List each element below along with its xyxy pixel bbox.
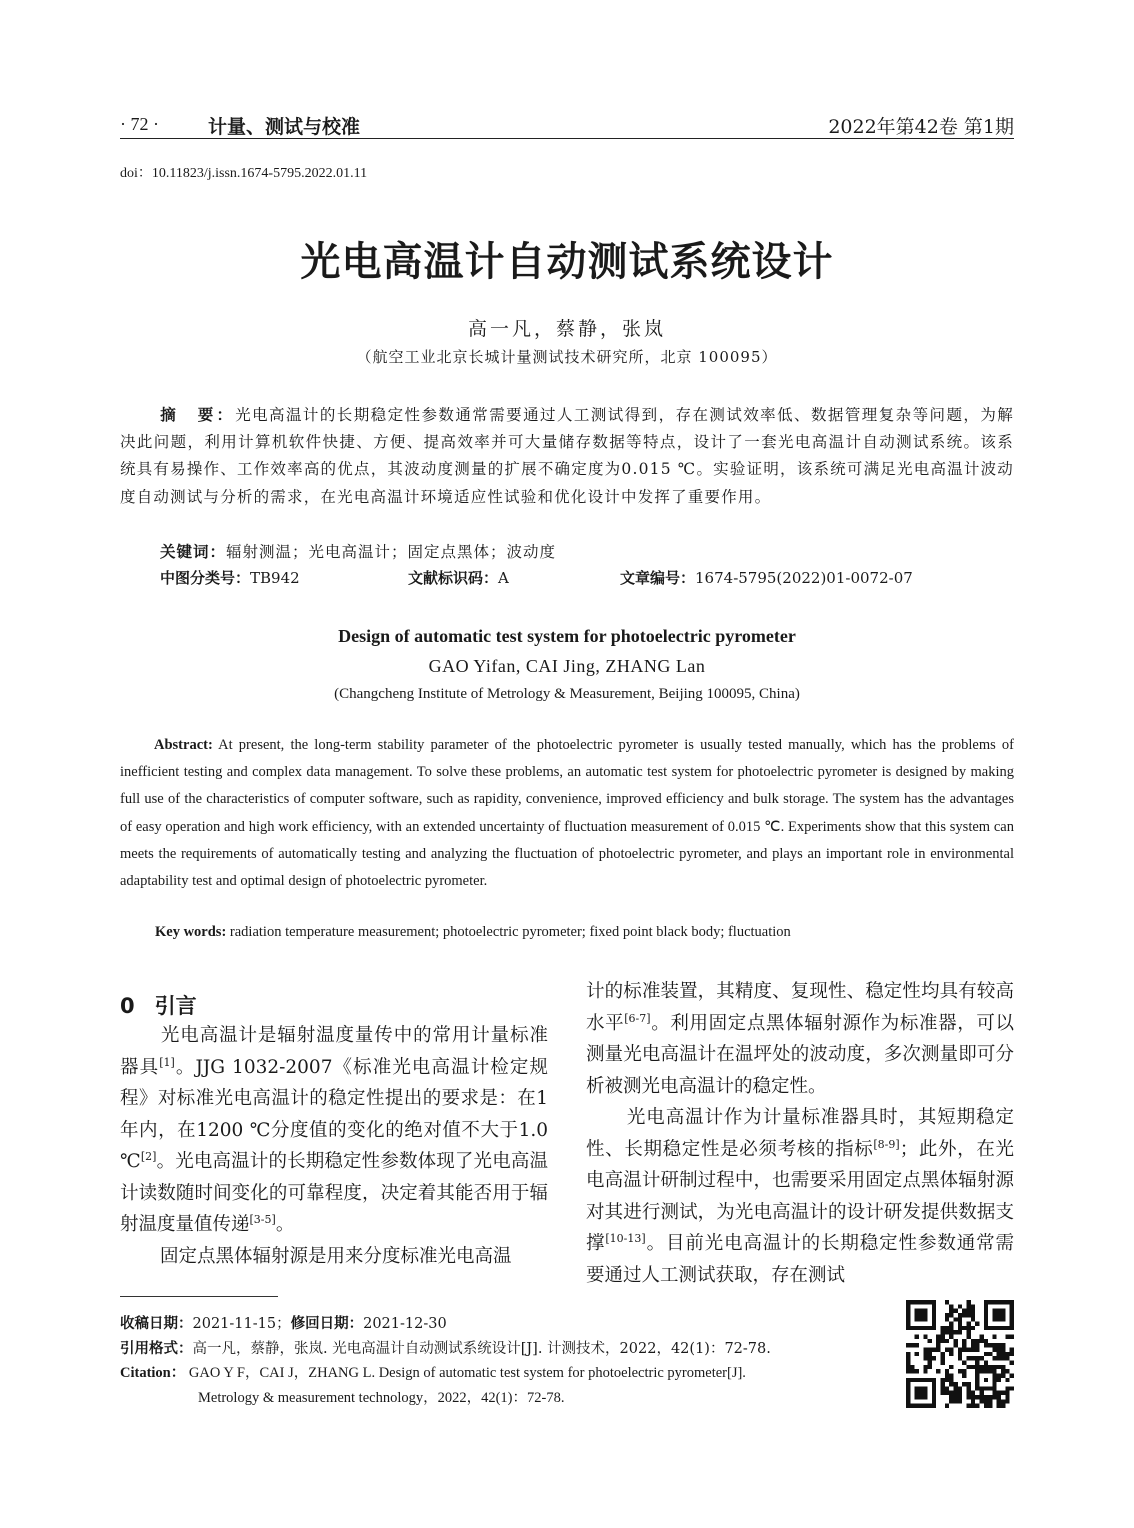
abstract-en-label: Abstract:: [154, 737, 213, 753]
citation-ref[interactable]: [10-13]: [605, 1232, 646, 1245]
abstract-cn-label: 摘 要：: [160, 406, 236, 424]
footnotes: [120, 1312, 880, 1410]
title-en: Design of automatic test system for photoelectric pyrometer: [338, 626, 796, 646]
abstract-en-text: At present, the long-term stability parameter of the photoelectric pyrometer is usually tested manually, which has the problems of inefficient testing and complex data management. To solve these problems, an automatic test system for photoelectric pyrometer is designed by making full use of the characteristics of computer software, such as rapidity, convenience, improved efficiency and bulk storage. The system has the advantages of easy operation and high work efficiency, with an extended uncertainty of fluctuation measurement of 0.015 ℃. Experiments show that this system can meets the requirements of automatically testing and analyzing the fluctuation of photoelectric pyrometer, and plays an important role in environmental adaptability test and optimal design of photoelectric pyrometer.: [120, 737, 1014, 890]
keywords-en-label: Key words:: [155, 924, 227, 940]
journal-section: 计量、测试与校准: [208, 116, 361, 138]
keywords-en-text: radiation temperature measurement; photoelectric pyrometer; fixed point black body; fluctuation: [229, 924, 791, 940]
body-text: ；此外，在光电高温计研制过程中，也需要采用固定点黑体辐射源对其进行测试，为光电高温计的设计研发提供数据支撑: [586, 1138, 1014, 1254]
body-text: 。光电高温计的长期稳定性参数体现了光电高温计读数随时间变化的可靠程度，决定着其能否用于辐射温度量值传递: [120, 1151, 548, 1235]
section-number: 0: [120, 994, 135, 1018]
body-text: 计的标准装置，其精度、复现性、稳定性均具有较高水平: [586, 981, 1014, 1034]
header-rule: [120, 138, 1014, 139]
body-text: 。: [275, 1214, 295, 1235]
citation-en-line: [120, 1361, 880, 1386]
paragraph: [120, 1241, 548, 1273]
citation-en-line-2: [120, 1386, 880, 1411]
doc-code-label: 文献标识码：: [408, 569, 499, 587]
page-number: · 72 ·: [120, 114, 159, 134]
body-column-left: [120, 1020, 548, 1272]
revised-date: 2021-12-30: [363, 1316, 447, 1332]
paragraph: [120, 1020, 548, 1241]
dates-line: 收稿日期：2021-11-15；修回日期：2021-12-30: [120, 1316, 447, 1332]
footnote-rule: [120, 1296, 278, 1297]
issue-info: 2022年第42卷 第1期: [828, 116, 1014, 138]
authors-en: GAO Yifan, CAI Jing, ZHANG Lan: [428, 656, 706, 676]
clc-value: TB942: [250, 569, 300, 587]
citation-ref[interactable]: [3-5]: [249, 1213, 276, 1226]
article-no-block: [620, 567, 913, 588]
citation-en: GAO Y F，CAI J，ZHANG L. Design of automatic test system for photoelectric pyrometer[J].: [188, 1365, 746, 1381]
received-label: 收稿日期：: [120, 1316, 193, 1332]
received-date: 2021-11-15: [192, 1316, 277, 1332]
citation-ref[interactable]: [1]: [159, 1055, 175, 1069]
affiliation-en: (Changcheng Institute of Metrology & Measurement, Beijing 100095, China): [334, 686, 800, 702]
citation-ref[interactable]: [2]: [140, 1150, 157, 1163]
abstract-en: [120, 732, 1014, 895]
abstract-cn: [120, 402, 1014, 511]
body-text: 光电高温计作为计量标准器具时，其短期稳定性、长期稳定性是必须考核的指标: [586, 1107, 1014, 1160]
doi: doi：10.11823/j.issn.1674-5795.2022.01.11: [120, 166, 368, 181]
clc-block: [160, 567, 300, 588]
body-text: 固定点黑体辐射源是用来分度标准光电高温: [160, 1245, 512, 1267]
section-heading: [120, 990, 197, 1020]
section-title: 引言: [154, 994, 197, 1018]
citation-cn: 高一凡，蔡静，张岚. 光电高温计自动测试系统设计[J]. 计测技术，2022，42(1)：72-78.: [192, 1340, 771, 1357]
doc-code-value: A: [498, 569, 509, 587]
title-cn: 光电高温计自动测试系统设计: [300, 239, 834, 285]
keywords-cn-text: 辐射测温；光电高温计；固定点黑体；波动度: [226, 543, 557, 561]
revised-label: 修回日期：: [290, 1316, 364, 1332]
paragraph: [586, 1102, 1014, 1291]
body-text: 。JJG 1032-2007《标准光电高温计检定规程》对标准光电高温计的稳定性提出的要求是：在1年内，在1200 ℃分度值的变化的绝对值不大于1.0 ℃: [120, 1056, 548, 1172]
article-no-value: 1674-5795(2022)01-0072-07: [695, 569, 913, 587]
body-text: 。利用固定点黑体辐射源作为标准器，可以测量光电高温计在温坪处的波动度，多次测量即可分析被测光电高温计的稳定性。: [586, 1012, 1014, 1097]
body-text: 光电高温计是辐射温度量传中的常用计量标准器具: [120, 1025, 548, 1078]
citation-ref[interactable]: [6-7]: [624, 1011, 651, 1025]
citation-cn-label: 引用格式：: [120, 1340, 193, 1357]
abstract-cn-text: 光电高温计的长期稳定性参数通常需要通过人工测试得到，存在测试效率低、数据管理复杂等问题，为解决此问题，利用计算机软件快捷、方便、提高效率并可大量储存数据等特点，设计了一套光电高温计自动测试系统。该系统具有易操作、工作效率高的优点，其波动度测量的扩展不确定度为0.015 ℃。实验证明，该系统可满足光电高温计波动度自动测试与分析的需求，在光电高温计环境适应性试验和优化设计中发挥了重要作用。: [120, 406, 1014, 506]
citation-en-label: Citation：: [120, 1365, 186, 1381]
body-column-right: [586, 976, 1014, 1291]
qr-code-icon[interactable]: [906, 1300, 1014, 1408]
keywords-cn-label: 关键词：: [160, 543, 227, 561]
paragraph: [586, 976, 1014, 1102]
citation-en-cont: Metrology & measurement technology，2022，42(1)：72-78.: [198, 1389, 565, 1406]
citation-ref[interactable]: [8-9]: [873, 1137, 900, 1151]
keywords-cn: [160, 540, 556, 562]
citation-cn-line: [120, 1337, 880, 1362]
doc-code-block: [408, 567, 509, 588]
affiliation-cn: （航空工业北京长城计量测试技术研究所，北京 100095）: [356, 348, 778, 366]
article-no-label: 文章编号：: [620, 569, 696, 587]
keywords-en: [155, 924, 791, 941]
clc-label: 中图分类号：: [160, 569, 251, 587]
authors-cn: 高一凡，蔡静，张岚: [467, 318, 666, 340]
body-text: 。目前光电高温计的长期稳定性参数通常需要通过人工测试获取，存在测试: [586, 1233, 1014, 1286]
